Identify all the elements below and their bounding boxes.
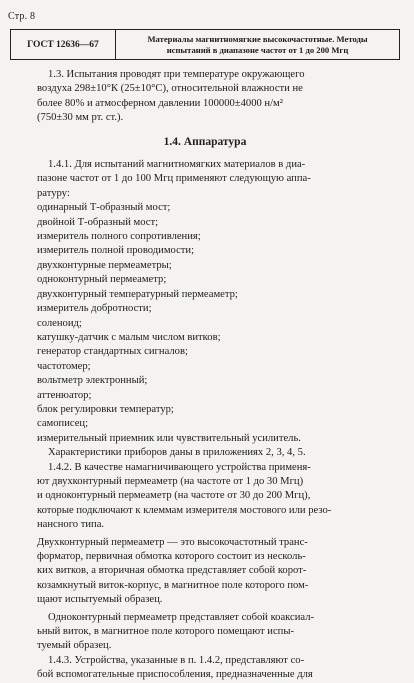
list-item: вольтметр электронный; bbox=[37, 375, 148, 387]
list-item: измеритель полной проводимости; bbox=[37, 245, 195, 257]
list-item: катушку-датчик с малым числом витков; bbox=[37, 331, 221, 343]
text-line: ьный виток, в магнитное поле которого помещают испы- bbox=[37, 626, 294, 638]
list-item: самописец; bbox=[37, 418, 89, 430]
text-line: которые подключают к клеммам измерителя мостового или резо- bbox=[37, 504, 332, 516]
paragraph-1-4-2 bbox=[37, 461, 373, 533]
text-line: воздуха 298±10°К (25±10°С), относительной влажности не bbox=[37, 83, 303, 95]
paragraph-1-3 bbox=[37, 68, 373, 126]
list-item: измерительный приемник или чувствительный усилитель. bbox=[37, 432, 301, 444]
text-line: более 80% и атмосферном давлении 100000±4000 н/м² bbox=[37, 97, 283, 109]
paragraph-two-loop bbox=[37, 536, 373, 608]
list-item: двухконтурный температурный пермеаметр; bbox=[37, 288, 238, 300]
text-line: 1.4.1. Для испытаний магнитномягких материалов в диа- bbox=[48, 159, 306, 171]
standard-code: ГОСТ 12636—67 bbox=[11, 30, 116, 59]
list-item: измеритель добротности; bbox=[37, 303, 152, 315]
list-item: двухконтурные пермеаметры; bbox=[37, 259, 172, 271]
text-line: Одноконтурный пермеаметр представляет собой коаксиал- bbox=[48, 611, 315, 623]
text-line: 1.4.3. Устройства, указанные в п. 1.4.2, представляют со- bbox=[48, 654, 305, 666]
paragraph-one-loop bbox=[37, 611, 373, 654]
characteristics-note: Характеристики приборов даны в приложениях 2, 3, 4, 5. bbox=[48, 447, 306, 459]
standard-title-line: испытаний в диапазоне частот от 1 до 200 Мгц bbox=[166, 44, 349, 55]
equipment-list bbox=[37, 201, 373, 446]
list-item: одинарный Т-образный мост; bbox=[37, 202, 171, 214]
text-line: щают испытуемый образец. bbox=[37, 594, 163, 606]
paragraph-1-4-3 bbox=[37, 654, 373, 683]
paragraph-1-4-1 bbox=[37, 158, 373, 201]
list-item: аттенюатор; bbox=[37, 389, 92, 401]
text-line: и одноконтурный пермеаметр (на частоте от 30 до 200 Мгц), bbox=[37, 490, 311, 502]
text-line: ратуру: bbox=[37, 187, 70, 199]
list-item: генератор стандартных сигналов; bbox=[37, 346, 188, 358]
text-line: Двухконтурный пермеаметр — это высокочастотный транс- bbox=[37, 536, 308, 548]
standard-title bbox=[116, 30, 399, 59]
list-item: частотомер; bbox=[37, 360, 91, 372]
list-item: соленоид; bbox=[37, 317, 82, 329]
text-line: козамкнутый виток-корпус, в магнитное поле которого пом- bbox=[37, 579, 309, 591]
text-line: пазоне частот от 1 до 100 Мгц применяют следующую аппа- bbox=[37, 173, 311, 185]
list-item: блок регулировки температур; bbox=[37, 403, 174, 415]
section-title: 1.4. Аппаратура bbox=[163, 135, 247, 148]
list-item: одноконтурный пермеаметр; bbox=[37, 274, 167, 286]
text-line: ких витков, а вторичная обмотка представляет собой корот- bbox=[37, 565, 307, 577]
text-line: 1.4.2. В качестве намагничивающего устройства применя- bbox=[48, 461, 311, 473]
text-line: форматор, первичная обмотка которого состоит из несколь- bbox=[37, 551, 306, 562]
list-item: двойной Т-образный мост; bbox=[37, 216, 159, 228]
standard-header bbox=[10, 29, 400, 60]
text-line: бой вспомогательные приспособления, предназначенные для bbox=[37, 669, 313, 681]
list-item: измеритель полного сопротивления; bbox=[37, 231, 201, 243]
text-line: 1.3. Испытания проводят при температуре окружающего bbox=[48, 69, 305, 80]
document-body bbox=[37, 68, 373, 683]
standard-title-line: Материалы магнитномягкие высокочастотные. Методы bbox=[147, 33, 368, 44]
text-line: (750±30 мм рт. ст.). bbox=[37, 112, 124, 124]
page-number: Стр. 8 bbox=[8, 11, 36, 22]
text-line: ют двухконтурный пермеаметр (на частоте от 1 до 30 Мгц) bbox=[37, 475, 304, 487]
text-line: нансного типа. bbox=[37, 519, 105, 531]
text-line: туемый образец. bbox=[37, 640, 112, 652]
